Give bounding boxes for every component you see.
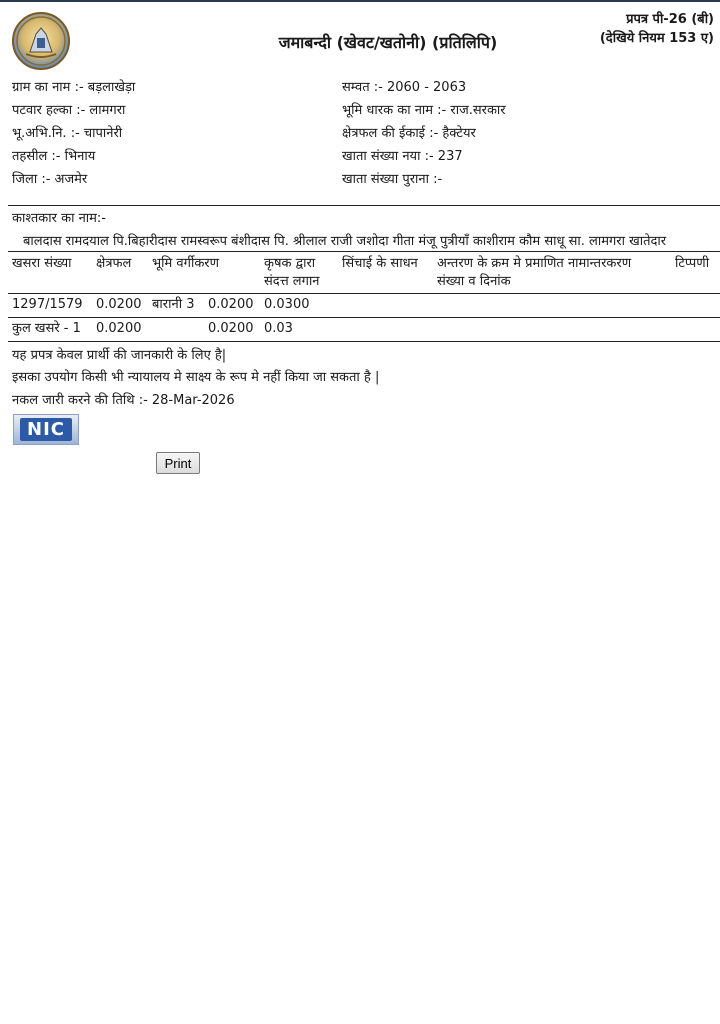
row-rent: 0.0300 <box>264 297 310 312</box>
header-rent <box>264 255 320 291</box>
nic-logo-text: NIC <box>20 418 72 441</box>
cultivator-label: काश्तकार का नाम:- <box>12 211 106 226</box>
divider <box>8 317 720 318</box>
total-label: कुल खसरे - 1 <box>12 321 81 336</box>
header-rent-line1: कृषक द्वारा <box>264 256 316 271</box>
row-class-area: 0.0200 <box>208 297 254 312</box>
cultivator-names: बालदास रामदयाल पि.बिहारीदास रामस्वरूप बंशीदास पि. श्रीलाल राजी जशोदा गीता मंजू पुत्रीयाँ काशीराम कौम साधू सा. लामगरा खातेदार <box>23 234 667 249</box>
form-reference <box>600 10 714 48</box>
page-title: जमाबन्दी (खेवट/खतोनी) (प्रतिलिपि) <box>278 33 498 52</box>
header-classification: भूमि वर्गीकरण <box>152 256 220 271</box>
info-left-column <box>12 78 332 193</box>
header-khasra: खसरा संख्या <box>12 256 72 271</box>
header-area: क्षेत्रफल <box>96 256 132 271</box>
header-irrigation: सिंचाई के साधन <box>342 256 418 271</box>
header-mutation-line1: अन्तरण के क्रम मे प्रमाणित नामान्तरकरण <box>437 256 632 271</box>
divider <box>8 293 720 294</box>
total-class-area: 0.0200 <box>208 321 254 336</box>
district: जिला :- अजमेर <box>12 172 88 187</box>
row-class-name: बारानी 3 <box>152 297 195 312</box>
total-area: 0.0200 <box>96 321 142 336</box>
total-rent: 0.03 <box>264 321 293 336</box>
village-name: ग्राम का नाम :- बड़लाखेड़ा <box>12 80 136 95</box>
row-area: 0.0200 <box>96 297 142 312</box>
tehsil: तहसील :- भिनाय <box>12 149 96 164</box>
area-unit: क्षेत्रफल की ईकाई :- हैक्टेयर <box>342 126 476 141</box>
divider <box>8 251 720 252</box>
header-rent-line2: संदत्त लगान <box>264 274 320 289</box>
divider <box>8 341 720 342</box>
note-information-only: यह प्रपत्र केवल प्रार्थी की जानकारी के लिए है| <box>12 348 227 363</box>
rule-reference: (देखिये नियम 153 ए) <box>599 31 714 46</box>
row-khasra: 1297/1579 <box>12 297 83 312</box>
nic-logo[interactable] <box>13 414 79 445</box>
land-record-inspector: भू.अभि.नि. :- चापानेरी <box>12 126 123 141</box>
top-border <box>0 0 720 2</box>
patwar-halka: पटवार हल्का :- लामगरा <box>12 103 126 118</box>
form-number: प्रपत्र पी-26 (बी) <box>626 12 714 27</box>
header-remarks: टिप्पणी <box>675 256 710 271</box>
samvat: सम्वत :- 2060 - 2063 <box>342 80 467 95</box>
account-number-new: खाता संख्या नया :- 237 <box>342 149 463 164</box>
info-right-column <box>342 78 712 193</box>
account-number-old: खाता संख्या पुराना :- <box>342 172 443 187</box>
issue-date: नकल जारी करने की तिथि :- 28-Mar-2026 <box>12 393 235 408</box>
land-holder-name: भूमि धारक का नाम :- राज.सरकार <box>342 103 506 118</box>
divider <box>8 205 720 206</box>
print-button[interactable]: Print <box>156 452 200 474</box>
header-mutation-line2: संख्या व दिनांक <box>437 274 511 289</box>
header-mutation <box>437 255 631 291</box>
note-not-for-court: इसका उपयोग किसी भी न्यायालय मे साक्ष्य के रूप मे नहीं किया जा सकता है | <box>12 370 380 385</box>
